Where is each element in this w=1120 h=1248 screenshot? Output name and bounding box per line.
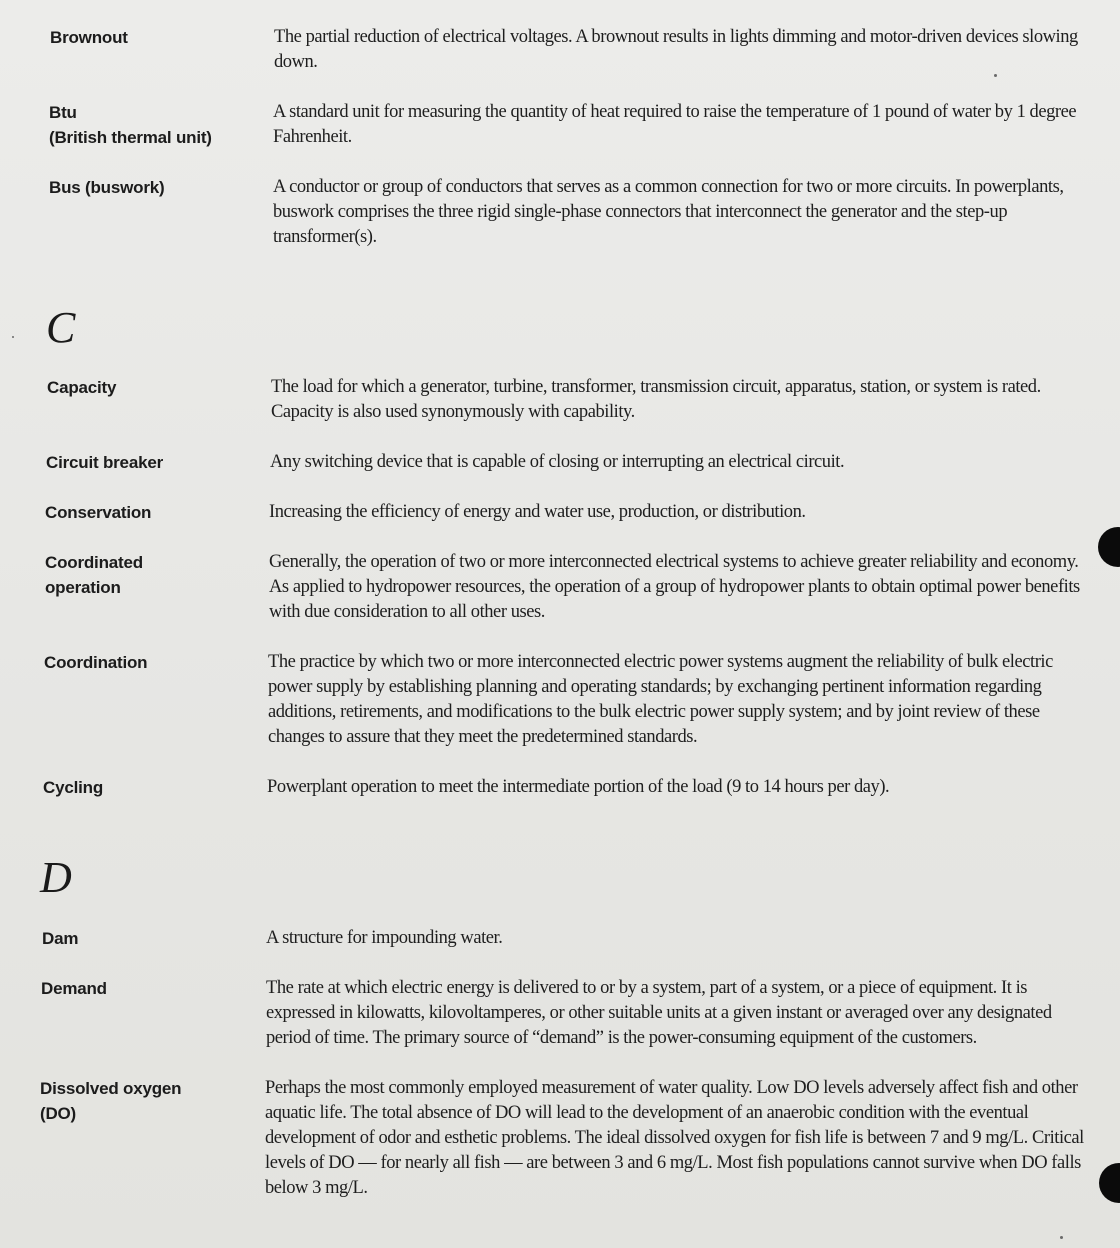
glossary-definition: The practice by which two or more interconnected electric power systems augment the reliability of bulk electric power supply by establishing planning and operating standards; by exchanging pertinent information regarding additions, retirements, and modifications to the bulk electric power supply system; and by joint review of these changes to assure that they meet the predetermined standards. — [268, 652, 1053, 747]
binder-hole — [1099, 1163, 1120, 1203]
glossary-term: Dam — [42, 929, 79, 948]
glossary-definition: The load for which a generator, turbine, transformer, transmission circuit, apparatus, station, or system is rated. Capacity is also used synonymously with capability. — [271, 377, 1041, 422]
glossary-definition: Generally, the operation of two or more interconnected electrical systems to achieve greater reliability and economy. As applied to hydropower resources, the operation of a group of hydropower plants to obtain optimal power benefits with due consideration to all other uses. — [269, 552, 1080, 622]
glossary-definition: A conductor or group of conductors that serves as a common connection for two or more circuits. In powerplants, buswork comprises the three rigid single-phase connectors that interconnect the generator and the step-up transformer(s). — [273, 177, 1064, 247]
glossary-definition: Any switching device that is capable of closing or interrupting an electrical circuit. — [270, 452, 845, 472]
scan-speck — [994, 74, 997, 77]
glossary-definition: The rate at which electric energy is delivered to or by a system, part of a system, or a piece of equipment. It is expressed in kilowatts, kilovoltamperes, or other suitable units at a given instant or averaged over any designated period of time. The primary source of “demand” is the power-consuming equipment of the customers. — [266, 978, 1052, 1048]
scan-speck — [1060, 1236, 1063, 1239]
glossary-term: Capacity — [47, 378, 117, 397]
glossary-definition: Increasing the efficiency of energy and water use, production, or distribution. — [269, 502, 806, 522]
section-letter: C — [46, 303, 76, 352]
glossary-term: Demand — [41, 979, 107, 998]
glossary-term: Btu (British thermal unit) — [49, 103, 212, 147]
glossary-definition: The partial reduction of electrical voltages. A brownout results in lights dimming and motor-driven devices slowing down. — [274, 27, 1078, 72]
glossary-term: Coordinated operation — [45, 553, 143, 597]
scan-speck — [12, 336, 14, 338]
glossary-definition: Powerplant operation to meet the intermediate portion of the load (9 to 14 hours per day). — [267, 777, 890, 797]
glossary-term: Conservation — [45, 503, 152, 522]
glossary-term: Dissolved oxygen (DO) — [40, 1079, 182, 1123]
glossary-definition: A structure for impounding water. — [266, 928, 503, 948]
binder-hole — [1098, 527, 1120, 567]
glossary-term: Circuit breaker — [46, 453, 163, 472]
glossary-term: Cycling — [43, 778, 104, 797]
glossary-term: Bus (buswork) — [49, 178, 165, 197]
section-letter: D — [40, 853, 72, 902]
glossary-term: Coordination — [44, 653, 148, 672]
glossary-term: Brownout — [50, 28, 128, 47]
glossary-definition: Perhaps the most commonly employed measurement of water quality. Low DO levels adversely affect fish and other aquatic life. The total absence of DO will lead to the development of an anaerobic condition with the eventual development of odor and esthetic problems. The ideal dissolved oxygen for fish life is between 7 and 9 mg/L. Critical levels of DO — for nearly all fish — are between 3 and 6 mg/L. Most fish populations cannot survive when DO falls below 3 mg/L. — [265, 1078, 1084, 1198]
glossary-definition: A standard unit for measuring the quantity of heat required to raise the temperature of 1 pound of water by 1 degree Fahrenheit. — [273, 102, 1077, 147]
